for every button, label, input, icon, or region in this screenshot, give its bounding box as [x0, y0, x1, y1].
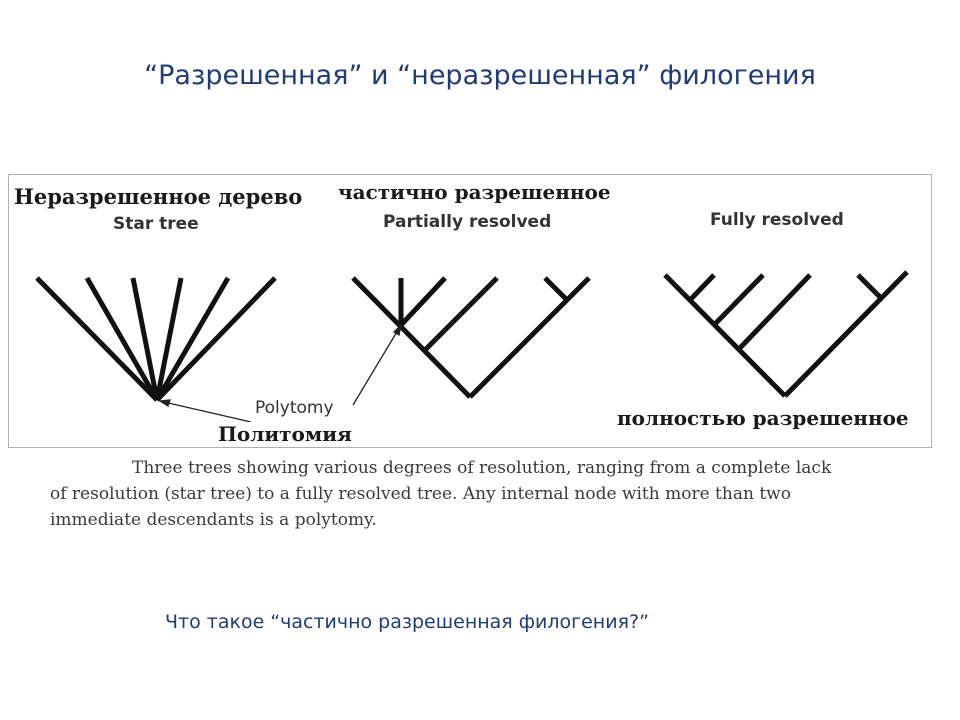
caption-line: of resolution (star tree) to a fully resolved tree. Any internal node with more than two — [50, 484, 791, 504]
fully-resolved-label-en: Fully resolved — [710, 210, 844, 230]
caption-line: immediate descendants is a polytomy. — [50, 510, 377, 530]
figure-caption — [50, 455, 900, 533]
polytomy-label-en: Polytomy — [255, 398, 334, 418]
fully-resolved-label-ru: полностью разрешенное — [617, 406, 909, 430]
slide-title: “Разрешенная” и “неразрешенная” филогения — [144, 60, 816, 91]
polytomy-label-ru: Политомия — [218, 422, 352, 446]
caption-line: Three trees showing various degrees of resolution, ranging from a complete lack — [132, 458, 832, 478]
partially-resolved-label-ru: частично разрешенное — [338, 180, 611, 204]
star-tree-label-en: Star tree — [113, 214, 199, 234]
star-tree-label-ru: Неразрешенное дерево — [14, 184, 303, 209]
partially-resolved-label-en: Partially resolved — [383, 212, 552, 232]
question-text: Что такое “частично разрешенная филогения?” — [165, 611, 649, 633]
